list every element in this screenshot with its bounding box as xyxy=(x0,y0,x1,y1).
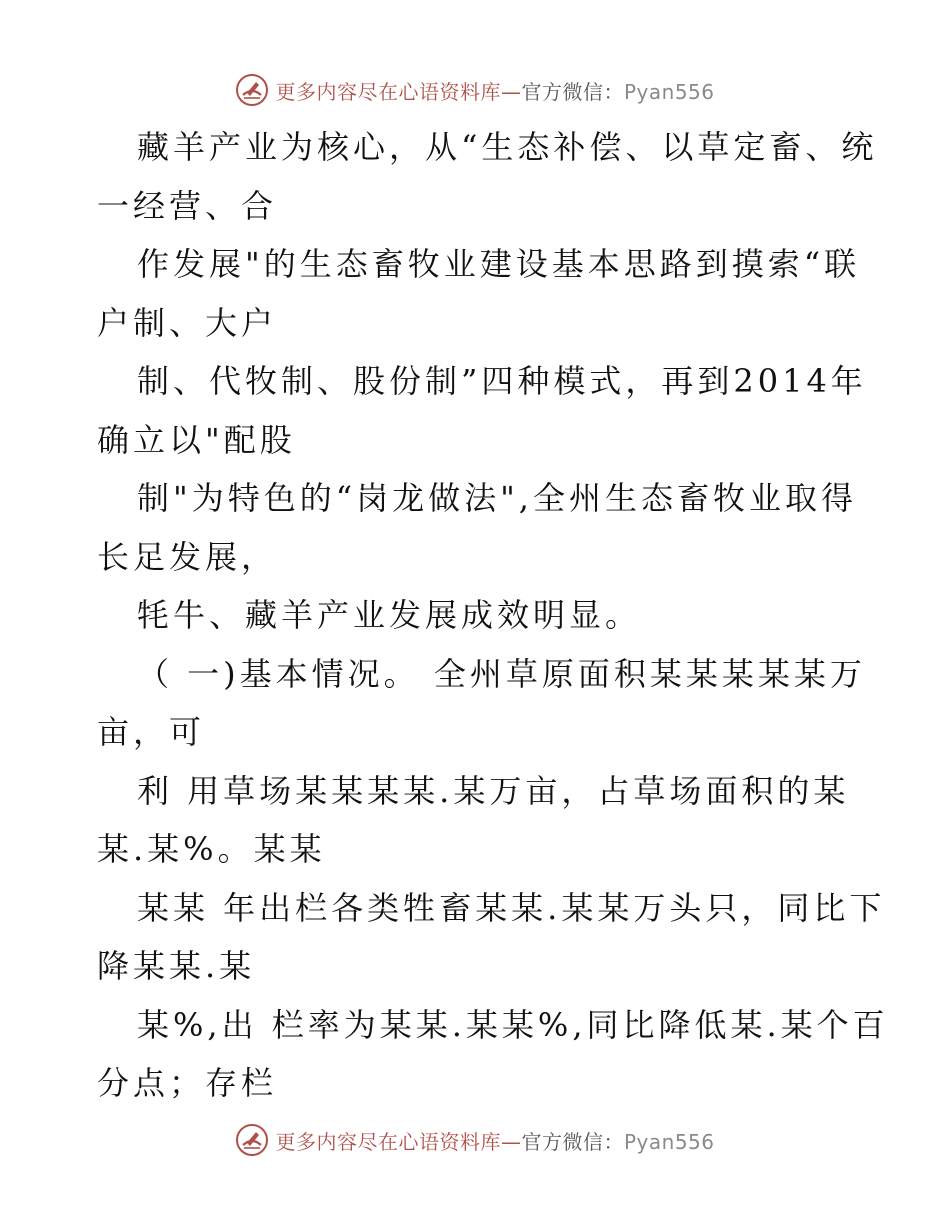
document-body xyxy=(97,118,887,1113)
text-line: 某某 年出栏各类牲畜某某.某某万头只，同比下 xyxy=(137,888,886,927)
banner-handle: Pyan556 xyxy=(623,79,715,104)
text-line: 牦牛、藏羊产业发展成效明显。 xyxy=(137,596,642,634)
text-line: 藏羊产业为核心，从“生态补偿、以草定畜、统 xyxy=(137,128,878,166)
text-line: 作发展"的生态畜牧业建设基本思路到摸索“联 xyxy=(137,245,861,283)
text-line: 某%,出 栏率为某某.某某%,同比降低某.某个百 xyxy=(137,1005,889,1044)
banner-brand: 更多内容尽在心语资料库 xyxy=(275,1129,501,1154)
text-line: 制"为特色的“岗龙做法",全州生态畜牧业取得 xyxy=(137,479,857,517)
text-line: 亩，可 xyxy=(97,713,206,751)
text-line: 一经营、合 xyxy=(97,186,278,225)
footer-banner xyxy=(0,1120,950,1160)
banner-separator: — xyxy=(500,79,522,104)
text-line: （ 一)基本情况。 全州草原面积某某某某某万 xyxy=(137,654,866,693)
banner-official-label: 官方微信： xyxy=(521,79,624,104)
text-line: 某.某%。某某 xyxy=(97,830,326,868)
banner-handle: Pyan556 xyxy=(623,1129,715,1154)
book-pen-logo-icon xyxy=(235,1123,269,1157)
text-line: 确立以"配股 xyxy=(97,420,296,459)
text-line: 利 用草场某某某某.某万亩，占草场面积的某 xyxy=(137,771,850,810)
text-line: 分点；存栏 xyxy=(97,1064,278,1102)
header-banner-text xyxy=(275,76,714,105)
banner-official-label: 官方微信： xyxy=(521,1129,624,1154)
text-line: 降某某.某 xyxy=(97,947,256,985)
footer-banner-text xyxy=(275,1126,714,1155)
text-line: 制、代牧制、股份制”四种模式，再到2014年 xyxy=(137,362,867,400)
banner-separator: — xyxy=(500,1129,522,1154)
banner-brand: 更多内容尽在心语资料库 xyxy=(275,79,501,104)
text-line: 户制、大户 xyxy=(97,303,278,342)
book-pen-logo-icon xyxy=(235,73,269,107)
text-line: 长足发展， xyxy=(97,537,278,576)
header-banner xyxy=(0,70,950,110)
